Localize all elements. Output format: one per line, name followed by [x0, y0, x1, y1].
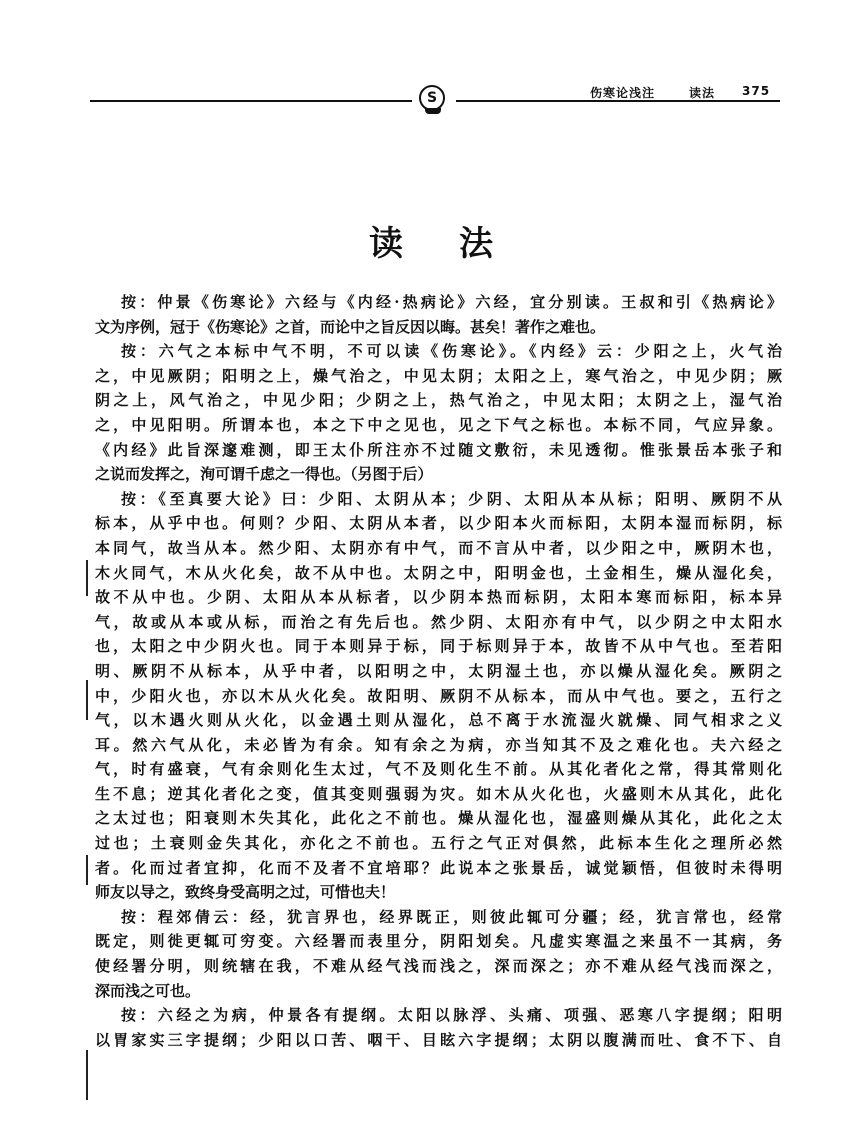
text-line: 按：仲景《伤寒论》六经与《内经·热病论》六经，宜分别读。王叔和引《热病论》	[121, 293, 782, 311]
section-title-char: 读	[369, 224, 407, 264]
text-line: 按：《至真要大论》曰：少阳、太阴从本；少阴、太阳从本从标；阳明、厥阴不从	[121, 489, 782, 508]
running-head-section: 读法	[689, 86, 716, 100]
scan-artifact-mark	[86, 680, 88, 720]
text-line: 也，太阳之中少阴火也。同于本则异于标，同于标则异于本，故皆不从中气也。至若阳	[95, 637, 782, 656]
text-line: 气，故或从本或从标，而治之有先后也。然少阴、太阳亦有中气，以少阴之中太阳水	[95, 612, 782, 631]
scan-artifact-mark	[86, 560, 88, 596]
text-line: 《内经》此旨深邃难测，即王太仆所注亦不过随文敷衍，未见透彻。惟张景岳本张子和	[95, 440, 782, 459]
header-rule-left	[90, 100, 412, 102]
text-line: 气，以木遇火则从火化，以金遇土则从湿化，总不离于水流湿火就燥、同气相求之义	[95, 711, 782, 730]
text-line: 以胃家实三字提纲；少阳以口苦、咽干、目眩六字提纲；太阴以腹满而吐、食不下、自	[95, 1030, 782, 1049]
text-line: 标本，从乎中也。何则？少阳、太阴从本者，以少阳本火而标阳，太阴本湿而标阴，标	[95, 514, 782, 533]
text-line: 按：六气之本标中气不明，不可以读《伤寒论》。《内经》云：少阳之上，火气治	[121, 342, 782, 361]
text-line: 故不从中也。少阴、太阳从本从标者，以少阴本热而标阴，太阳本寒而标阳，标本异	[95, 588, 782, 607]
text-line: 使经署分明，则统辖在我，不难从经气浅而浅之，深而深之；亦不难从经气浅而深之，	[95, 957, 782, 976]
text-line: 既定，则徙更辄可穷变。六经署而表里分，阴阳划矣。凡虚实寒温之来虽不一其病，务	[95, 932, 782, 951]
publisher-logo-icon: S	[419, 85, 445, 111]
text-line: 耳。然六气从化，未必皆为有余。知有余之为病，亦当知其不及之难化也。夫六经之	[95, 735, 782, 754]
publisher-logo-base	[425, 108, 441, 114]
section-title-char: 法	[459, 224, 497, 264]
text-line: 按：程郊倩云：经，犹言界也，经界既正，则彼此辄可分疆；经，犹言常也，经常	[121, 907, 782, 926]
scan-artifact-mark	[86, 1050, 88, 1100]
scan-artifact-mark	[86, 855, 88, 885]
text-line: 文为序例，冠于《伤寒论》之首，而论中之旨反因以晦。甚矣！著作之难也。	[95, 317, 606, 336]
text-line: 深而浅之可也。	[95, 981, 201, 1000]
text-line: 明、厥阴不从标本，从乎中者，以阳明之中，太阴湿土也，亦以燥从湿化矣。厥阴之	[95, 661, 782, 680]
text-line: 生不息；逆其化者化之变，值其变则强弱为灾。如木从火化也，火盛则木从其化，此化	[95, 784, 782, 803]
text-line: 按：六经之为病，仲景各有提纲。太阳以脉浮、头痛、项强、恶寒八字提纲；阳明	[121, 1006, 782, 1025]
running-head-book-title: 伤寒论浅注	[590, 86, 656, 100]
text-line: 本同气，故当从本。然少阳、太阴亦有中气，而不言从中者，以少阳之中，厥阴木也，	[95, 538, 782, 557]
page-number: 375	[742, 84, 771, 98]
text-line: 师友以导之，致终身受高明之过，可惜也夫！	[95, 883, 396, 902]
text-line: 木火同气，木从火化矣，故不从中也。太阴之中，阳明金也，土金相生，燥从湿化矣，	[95, 563, 782, 582]
text-line: 之，中见阳明。所谓本也，本之下中之见也，见之下气之标也。本标不同，气应异象。	[95, 415, 782, 434]
text-line: 之说而发挥之，洵可谓千虑之一得也。（另图于后）	[95, 465, 433, 484]
text-line: 过也；土衰则金失其化，亦化之不前也。五行之气正对俱然，此标本生化之理所必然	[95, 834, 782, 853]
text-line: 气，时有盛衰，气有余则化生太过，气不及则化生不前。从其化者化之常，得其常则化	[95, 760, 782, 779]
text-line: 者。化而过者宜抑，化而不及者不宜培耶？此说本之张景岳，诚觉颖悟，但彼时未得明	[95, 858, 782, 877]
body-text	[95, 290, 782, 1052]
section-title	[0, 216, 866, 265]
text-line: 阴之上，风气治之，中见少阳；少阴之上，热气治之，中见太阳；太阴之上，湿气治	[95, 391, 782, 410]
text-line: 之太过也；阳衰则木失其化，此化之不前也。燥从湿化也，湿盛则燥从其化，此化之太	[95, 809, 782, 828]
text-line: 之，中见厥阴；阳明之上，燥气治之，中见太阴；太阳之上，寒气治之，中见少阴；厥	[95, 366, 782, 385]
text-line: 中，少阳火也，亦以木从火化矣。故阳明、厥阴不从标本，而从中气也。要之，五行之	[95, 686, 782, 705]
